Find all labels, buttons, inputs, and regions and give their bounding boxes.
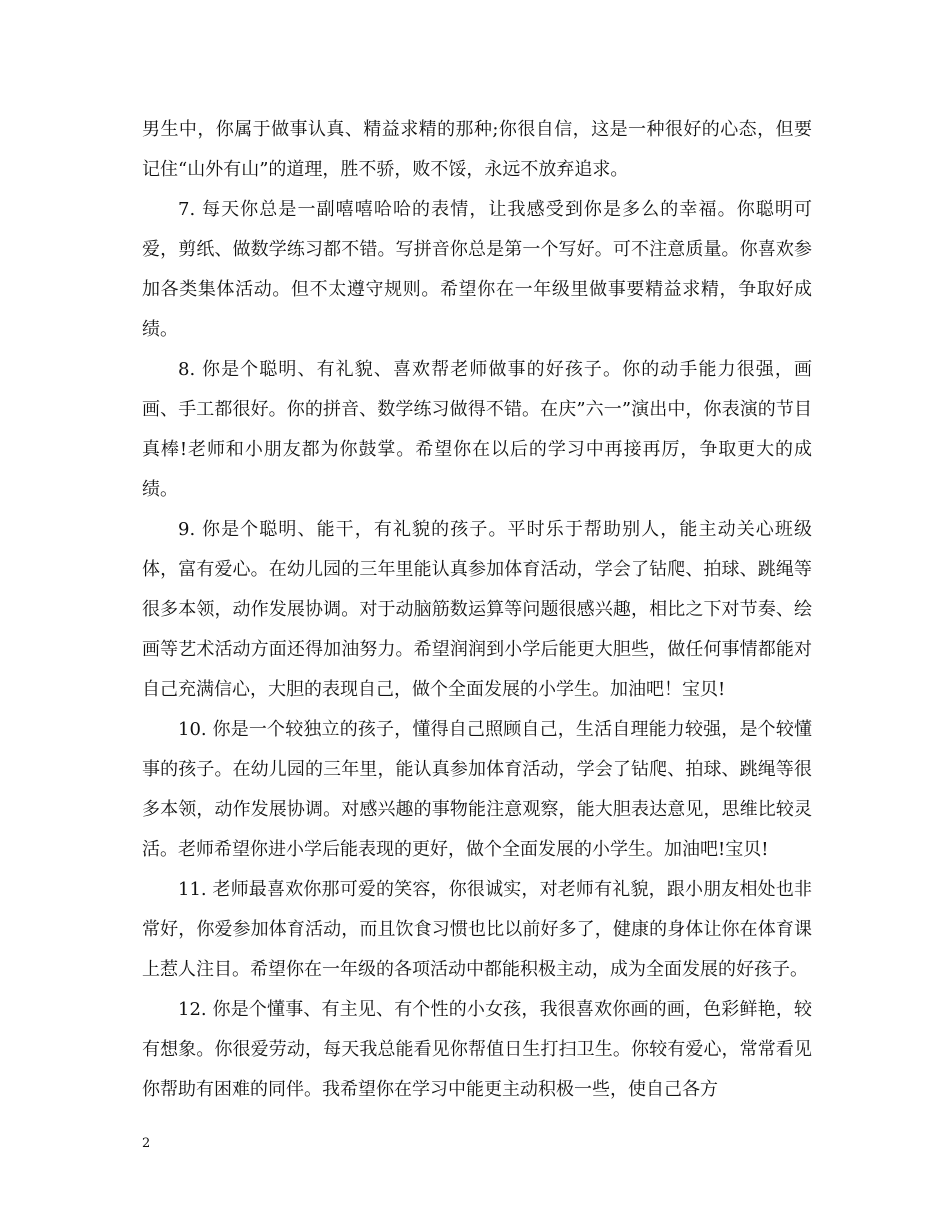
paragraph-item-10: 10. 你是一个较独立的孩子，懂得自己照顾自己，生活自理能力较强，是个较懂事的孩子。在幼儿园的三年里，能认真参加体育活动，学会了钻爬、拍球、跳绳等很多本领，动作发展协调。对感兴趣的事物能注意观察，能大胆表达意见，思维比较灵活。老师希望你进小学后能表现的更好，做个全面发展的小学生。加油吧!宝贝!: [142, 719, 812, 860]
paragraph-item-9: 9. 你是个聪明、能干，有礼貌的孩子。平时乐于帮助别人，能主动关心班级体，富有爱心。在幼儿园的三年里能认真参加体育活动，学会了钻爬、拍球、跳绳等很多本领，动作发展协调。对于动脑筋数运算等问题很感兴趣，相比之下对节奏、绘画等艺术活动方面还得加油努力。希望润润到小学后能更大胆些，做任何事情都能对自己充满信心，大胆的表现自己，做个全面发展的小学生。加油吧！宝贝!: [142, 519, 812, 700]
paragraph-item-11: 11. 老师最喜欢你那可爱的笑容，你很诚实，对老师有礼貌，跟小朋友相处也非常好，你爱参加体育活动，而且饮食习惯也比以前好多了，健康的身体让你在体育课上惹人注目。希望你在一年级的各项活动中都能积极主动，成为全面发展的好孩子。: [142, 879, 812, 980]
paragraph-item-7: 7. 每天你总是一副嘻嘻哈哈的表情，让我感受到你是多么的幸福。你聪明可爱，剪纸、做数学练习都不错。写拼音你总是第一个写好。可不注意质量。你喜欢参加各类集体活动。但不太遵守规则。希望你在一年级里做事要精益求精，争取好成绩。: [142, 199, 812, 340]
paragraph-continuation: 男生中，你属于做事认真、精益求精的那种;你很自信，这是一种很好的心态，但要记住“山外有山”的道理，胜不骄，败不馁，永远不放弃追求。: [142, 119, 812, 180]
page-number: 2: [142, 1136, 151, 1151]
document-body: [142, 110, 812, 1110]
paragraph-item-8: 8. 你是个聪明、有礼貌、喜欢帮老师做事的好孩子。你的动手能力很强，画画、手工都很好。你的拼音、数学练习做得不错。在庆”六一”演出中，你表演的节目真棒!老师和小朋友都为你鼓掌。希望你在以后的学习中再接再厉，争取更大的成绩。: [142, 359, 812, 500]
paragraph-item-12: 12. 你是个懂事、有主见、有个性的小女孩，我很喜欢你画的画，色彩鲜艳，较有想象。你很爱劳动，每天我总能看见你帮值日生打扫卫生。你较有爱心，常常看见你帮助有困难的同伴。我希望你在学习中能更主动积极一些，使自己各方: [142, 999, 812, 1100]
